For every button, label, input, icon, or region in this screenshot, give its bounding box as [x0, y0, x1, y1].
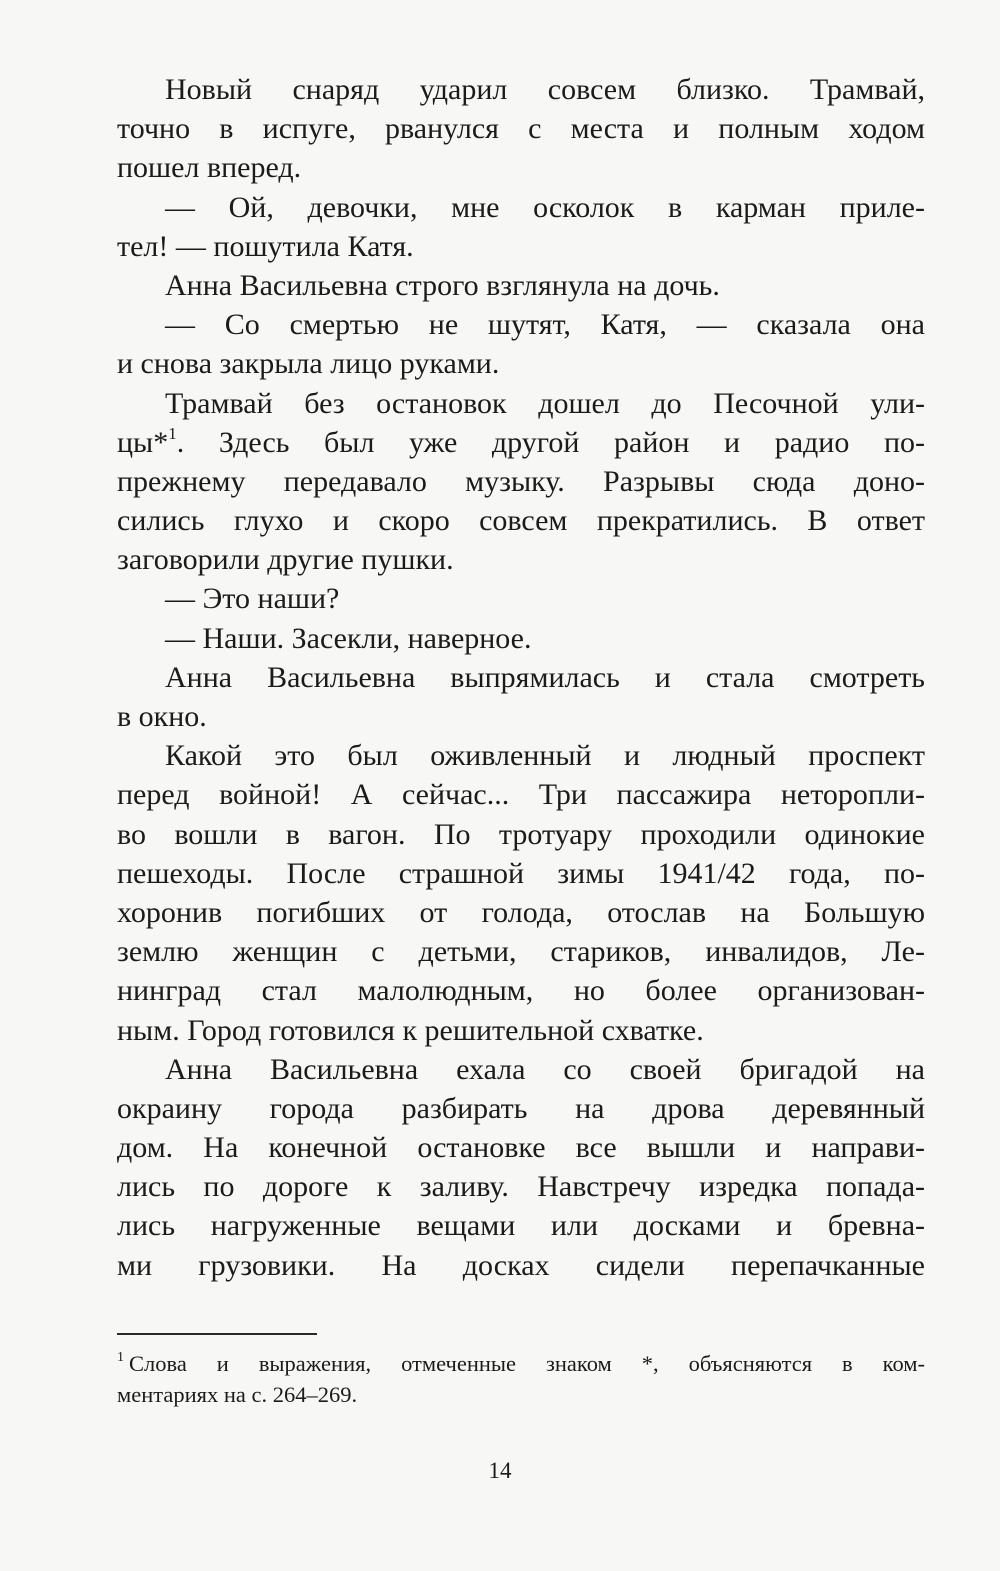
footnote-ref-marker: 1 [168, 423, 177, 443]
text-line: точно в испуге, рванулся с места и полным ходом [117, 112, 925, 146]
text-line: тел! — пошутила Катя. [117, 229, 414, 263]
footnote-marker: 1 [117, 1350, 124, 1365]
footnote-text: Слова и выражения, отмеченные знаком *, объясняются в ком- [129, 1351, 925, 1376]
text-line: лись нагруженные вещами или досками и бревна- [117, 1209, 925, 1243]
text-line: и снова закрыла лицо руками. [117, 347, 500, 381]
text-line: окраину города разбирать на дрова деревянный [117, 1091, 925, 1125]
page-number: 14 [488, 1458, 512, 1483]
text-line: землю женщин с детьми, стариков, инвалидов, Ле- [117, 935, 925, 969]
text-line: пешеходы. После страшной зимы 1941/42 года, по- [117, 856, 925, 890]
text-line: лись по дороге к заливу. Навстречу изредка попада- [117, 1170, 925, 1204]
footnote-divider [117, 1333, 317, 1335]
footnote-line: ментариях на с. 264–269. [117, 1382, 358, 1407]
text-line-with-footnote-ref [117, 423, 925, 462]
text-line-rest: . Здесь был уже другой район и радио по- [176, 425, 925, 459]
main-text [117, 70, 925, 1285]
text-line: в окно. [117, 700, 207, 733]
text-line: перед войной! А сейчас... Три пассажира неторопли- [117, 778, 925, 812]
text-line: — Это наши? [165, 582, 340, 616]
text-line: ми грузовики. На досках сидели перепачканные [117, 1248, 925, 1282]
text-line: Анна Васильевна выпрямилась и стала смотреть [165, 660, 925, 694]
text-line: во вошли в вагон. По тротуару проходили одинокие [117, 817, 925, 851]
text-line: — Ой, девочки, мне осколок в карман приле- [165, 190, 925, 224]
footnote [117, 1348, 925, 1410]
text-line: Новый снаряд ударил совсем близко. Трамвай, [165, 73, 925, 106]
text-line: хоронив погибших от голода, отослав на Большую [117, 895, 925, 929]
text-line: нинград стал малолюдным, но более организован- [117, 974, 925, 1008]
text-line: — Наши. Засекли, наверное. [165, 621, 532, 655]
text-line: Трамвай без остановок дошел до Песочной ули- [165, 386, 925, 420]
text-line: заговорили другие пушки. [117, 543, 454, 577]
text-line: сились глухо и скоро совсем прекратились. В ответ [117, 504, 925, 538]
text-line: Какой это был оживленный и людный проспект [165, 739, 925, 773]
footnote-line [117, 1348, 925, 1379]
text-line: — Со смертью не шутят, Катя, — сказала она [165, 308, 925, 342]
text-line: пошел вперед. [117, 151, 302, 185]
footnote-ref-word: цы* [117, 425, 169, 459]
text-line: Анна Васильевна ехала со своей бригадой на [165, 1052, 925, 1086]
text-line: Анна Васильевна строго взглянула на дочь. [165, 268, 720, 302]
text-line: дом. На конечной остановке все вышли и направи- [117, 1131, 925, 1165]
text-line: прежнему передавало музыку. Разрывы сюда доно- [117, 464, 925, 498]
text-line: ным. Город готовился к решительной схватке. [117, 1013, 704, 1047]
